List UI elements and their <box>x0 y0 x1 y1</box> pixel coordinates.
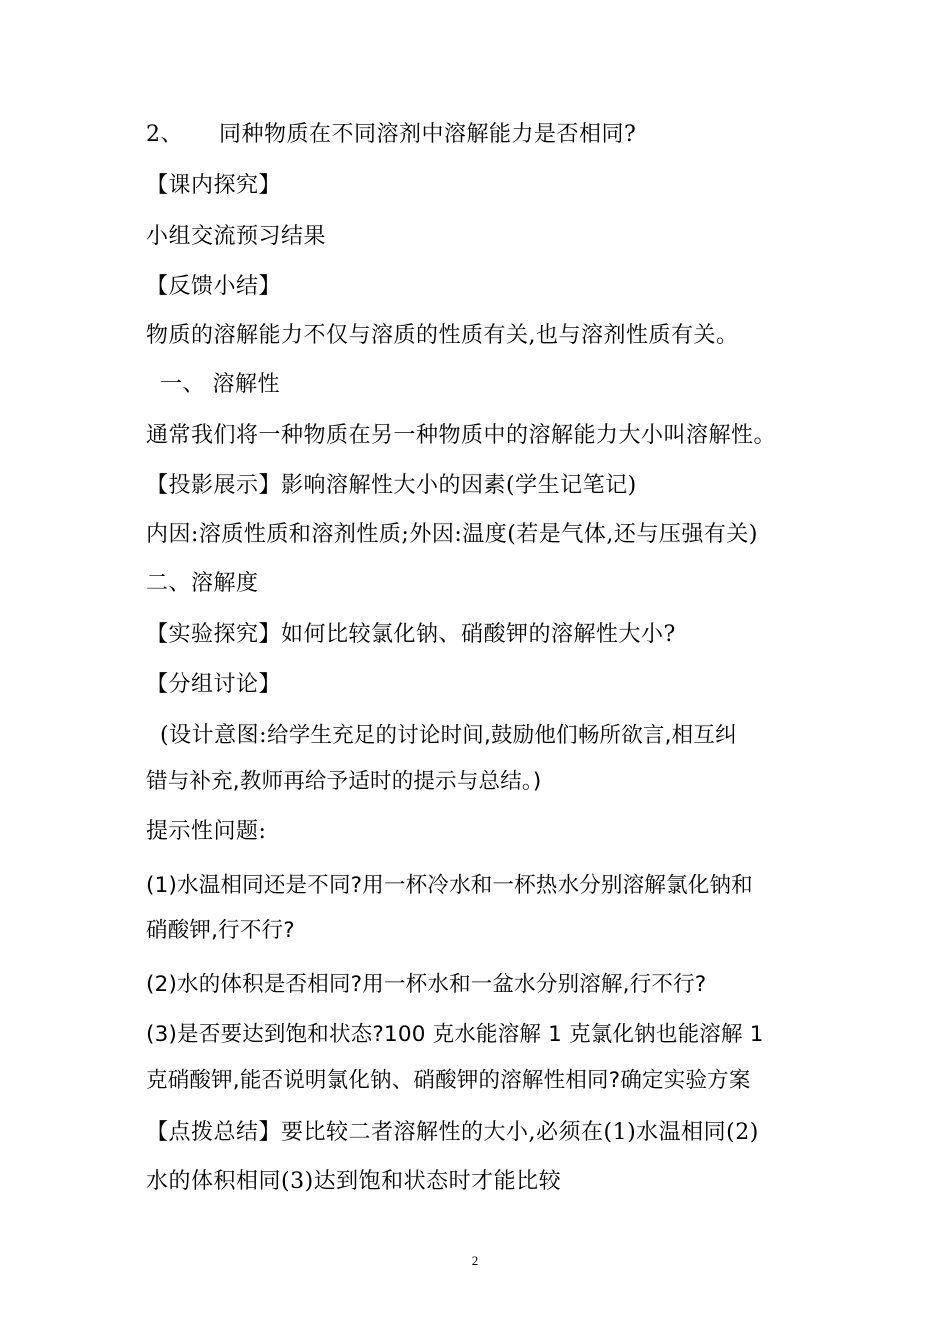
feedback-summary-heading: 【反馈小结】 <box>146 274 282 299</box>
section-solubility-degree-title: 二、溶解度 <box>146 571 259 596</box>
group-discussion-heading: 【分组讨论】 <box>146 672 282 697</box>
inclass-inquiry-heading: 【课内探究】 <box>146 173 282 198</box>
design-intent-prefix: (设计意图: <box>160 723 267 748</box>
hint-question-3-line-1: (3)是否要达到饱和状态?100 克水能溶解 1 克氯化钠也能溶解 1 <box>146 1022 764 1047</box>
question-2-number: 2、 <box>146 122 183 147</box>
hint-questions-label: 提示性问题: <box>146 819 267 844</box>
experiment-inquiry-heading: 【实验探究】如何比较氯化钠、硝酸钾的溶解性大小? <box>146 622 676 647</box>
solubility-factors-text: 内因:溶质性质和溶剂性质;外因:温度(若是气体,还与压强有关) <box>146 522 758 547</box>
page-number: 2 <box>471 1253 479 1268</box>
solubility-definition: 通常我们将一种物质在另一种物质中的溶解能力大小叫溶解性。 <box>146 423 777 448</box>
group-exchange-text: 小组交流预习结果 <box>146 224 327 249</box>
design-intent-line-2: 错与补充,教师再给予适时的提示与总结。) <box>146 769 542 794</box>
hint-question-3-line-2: 克硝酸钾,能否说明氯化钠、硝酸钾的溶解性相同?确定实验方案 <box>146 1068 751 1093</box>
hint-question-2: (2)水的体积是否相同?用一杯水和一盆水分别溶解,行不行? <box>146 972 707 997</box>
guidance-summary-line-2: 水的体积相同(3)达到饱和状态时才能比较 <box>146 1169 562 1194</box>
question-2-text: 同种物质在不同溶剂中溶解能力是否相同? <box>219 122 637 147</box>
design-intent-text: 给学生充足的讨论时间,鼓励他们畅所欲言,相互纠 <box>267 723 737 748</box>
hint-question-1-line-2: 硝酸钾,行不行? <box>146 918 295 943</box>
question-2 <box>146 120 636 150</box>
feedback-summary-text: 物质的溶解能力不仅与溶质的性质有关,也与溶剂性质有关。 <box>146 323 739 348</box>
design-intent-line-1 <box>160 721 737 751</box>
guidance-summary-line-1: 【点拨总结】要比较二者溶解性的大小,必须在(1)水温相同(2) <box>146 1120 759 1145</box>
section-solubility-title: 一、 溶解性 <box>160 372 280 397</box>
projection-display-heading: 【投影展示】影响溶解性大小的因素(学生记笔记) <box>146 473 637 498</box>
hint-question-1-line-1: (1)水温相同还是不同?用一杯冷水和一杯热水分别溶解氯化钠和 <box>146 873 753 898</box>
